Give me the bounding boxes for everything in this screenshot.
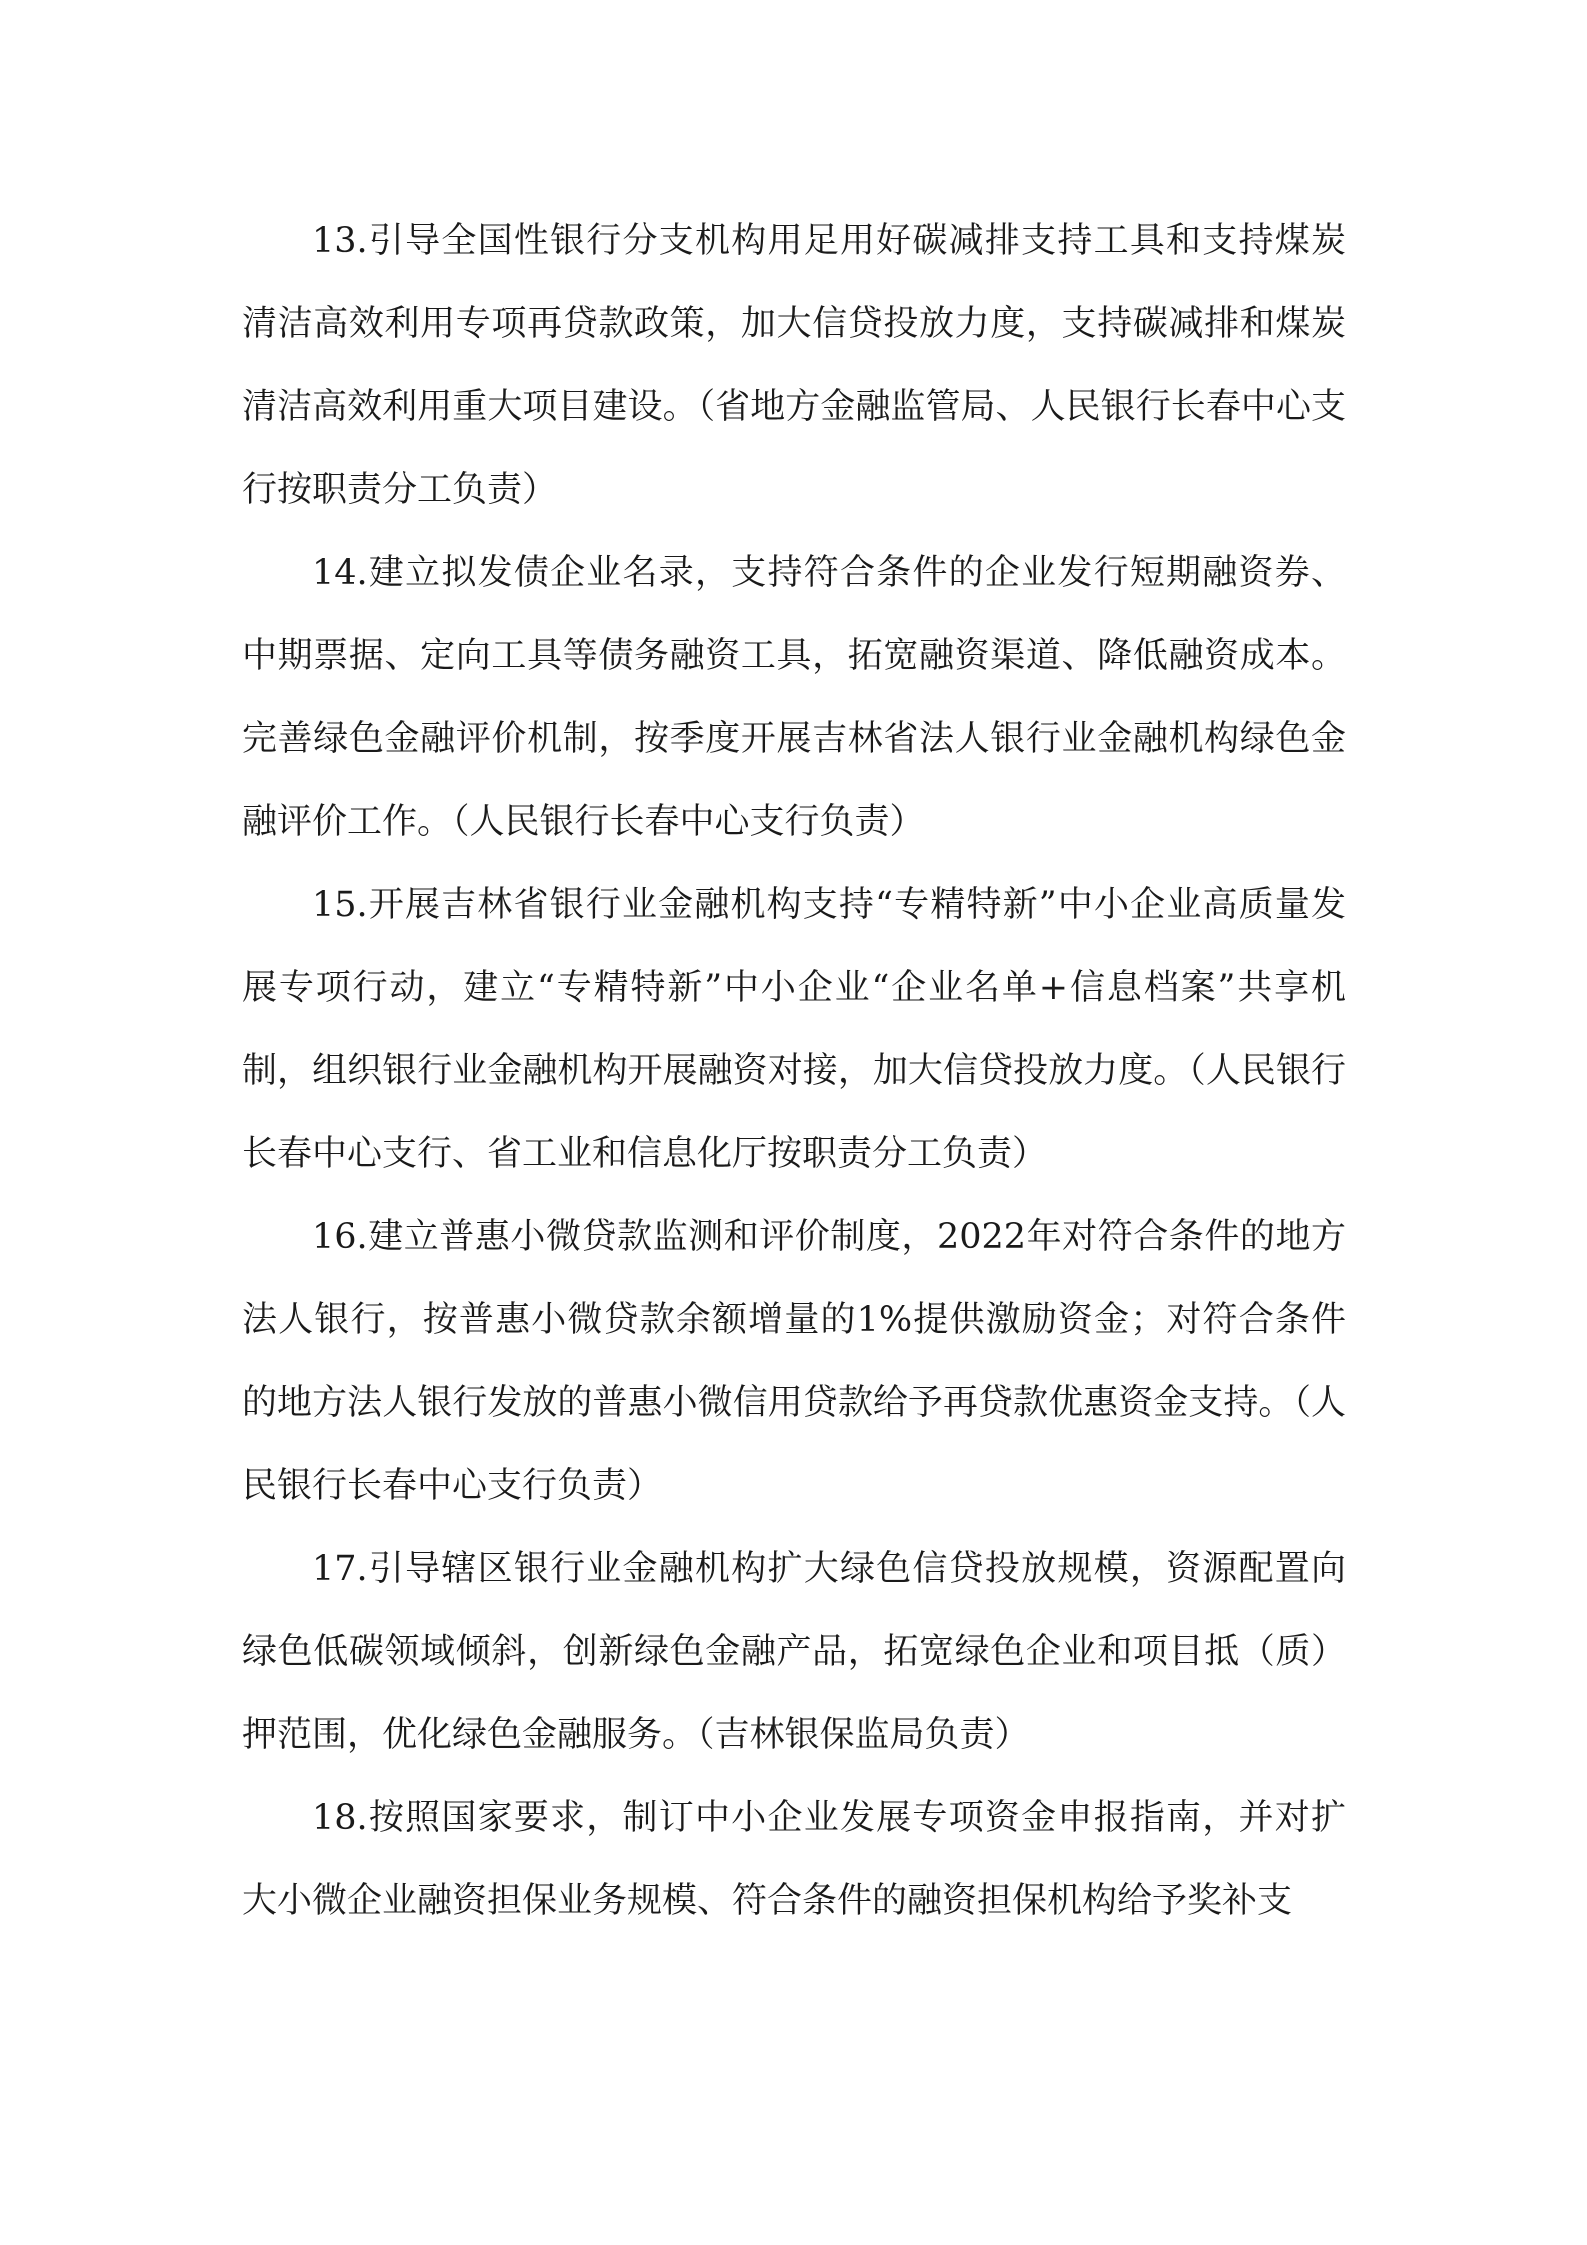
paragraph-18: 18.按照国家要求，制订中小企业发展专项资金申报指南，并对扩大小微企业融资担保业务规模、符合条件的融资担保机构给予奖补支 bbox=[242, 1798, 1346, 1921]
paragraph-14: 14.建立拟发债企业名录，支持符合条件的企业发行短期融资券、中期票据、定向工具等债务融资工具，拓宽融资渠道、降低融资成本。完善绿色金融评价机制，按季度开展吉林省法人银行业金融机构绿色金融评价工作。（人民银行长春中心支行负责） bbox=[242, 553, 1346, 842]
paragraph-15: 15.开展吉林省银行业金融机构支持“专精特新”中小企业高质量发展专项行动，建立“专精特新”中小企业“企业名单+信息档案”共享机制，组织银行业金融机构开展融资对接，加大信贷投放力度。（人民银行长春中心支行、省工业和信息化厅按职责分工负责） bbox=[242, 885, 1346, 1174]
document-body bbox=[242, 200, 1346, 1943]
paragraph-17: 17.引导辖区银行业金融机构扩大绿色信贷投放规模，资源配置向绿色低碳领域倾斜，创新绿色金融产品，拓宽绿色企业和项目抵（质）押范围，优化绿色金融服务。（吉林银保监局负责） bbox=[242, 1549, 1346, 1755]
paragraph-13: 13.引导全国性银行分支机构用足用好碳减排支持工具和支持煤炭清洁高效利用专项再贷款政策，加大信贷投放力度，支持碳减排和煤炭清洁高效利用重大项目建设。（省地方金融监管局、人民银行长春中心支行按职责分工负责） bbox=[242, 221, 1346, 510]
paragraph-16: 16.建立普惠小微贷款监测和评价制度，2022年对符合条件的地方法人银行，按普惠小微贷款余额增量的1%提供激励资金；对符合条件的地方法人银行发放的普惠小微信用贷款给予再贷款优惠资金支持。（人民银行长春中心支行负责） bbox=[242, 1217, 1346, 1506]
